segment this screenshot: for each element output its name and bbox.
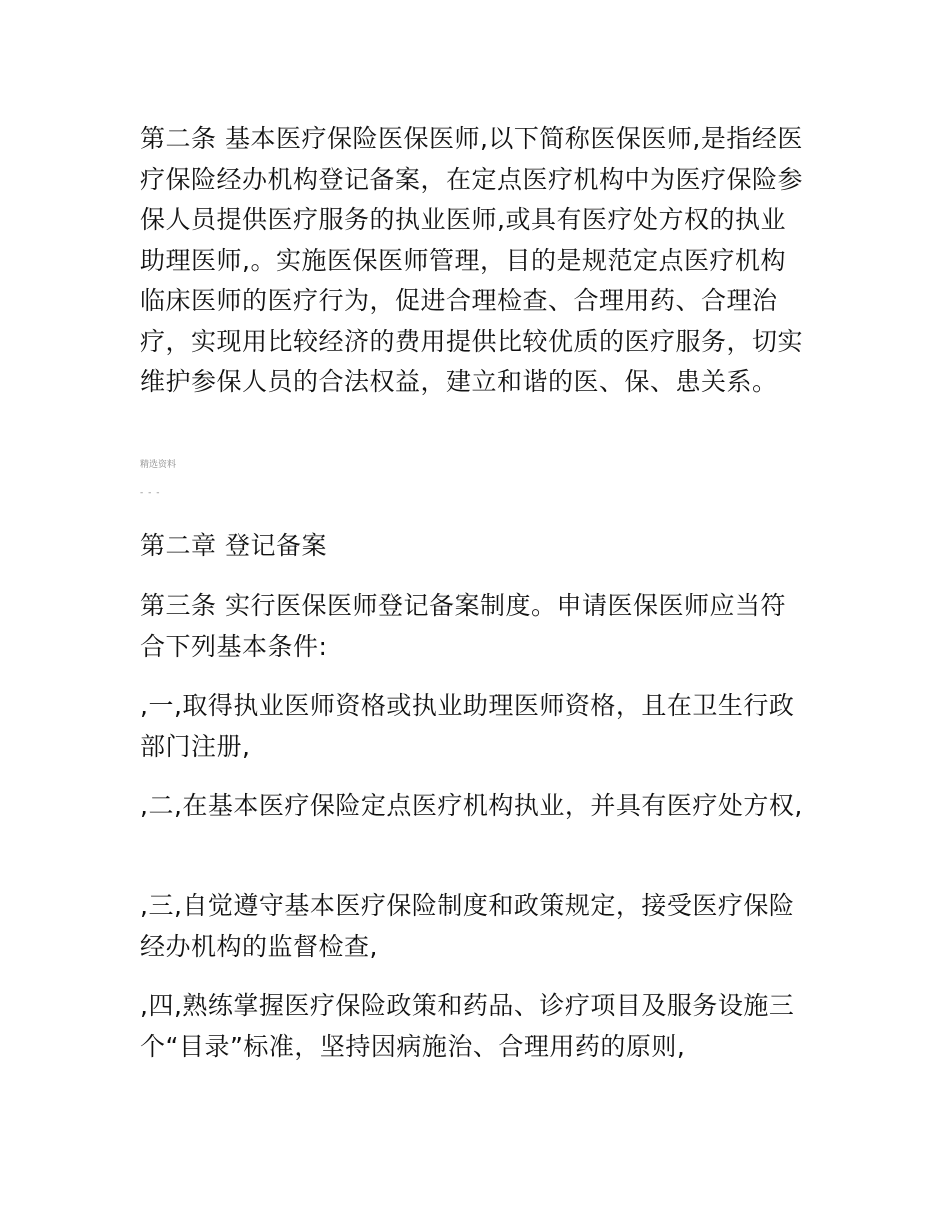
page-footer-note: 精选资料: [140, 460, 177, 470]
condition-item-1: ,一,取得执业医师资格或执业助理医师资格，且在卫生行政部门注册,: [140, 691, 795, 761]
article-3-paragraph: 第三条 实行医保医师登记备案制度。申请医保医师应当符合下列基本条件:: [140, 591, 786, 661]
page-footer-dots: - - -: [140, 488, 161, 498]
chapter-2-heading: 第二章 登记备案: [140, 531, 327, 560]
condition-item-4: ,四,熟练掌握医疗保险政策和药品、诊疗项目及服务设施三个“目录”标准，坚持因病施治、合理用药的原则,: [140, 991, 795, 1061]
condition-item-3: ,三,自觉遵守基本医疗保险制度和政策规定，接受医疗保险经办机构的监督检查,: [140, 891, 795, 961]
condition-item-2: ,二,在基本医疗保险定点医疗机构执业，并具有医疗处方权,: [140, 791, 803, 820]
article-2-paragraph: 第二条 基本医疗保险医保医师,以下简称医保医师,是指经医疗保险经办机构登记备案，在定点医疗机构中为医疗保险参保人员提供医疗服务的执业医师,或具有医疗处方权的执业助理医师,。实施医保医师管理，目的是规范定点医疗机构临床医师的医疗行为，促进合理检查、合理用药、合理治疗，实现用比较经济的费用提供比较优质的医疗服务，切实维护参保人员的合法权益，建立和谐的医、保、患关系。: [140, 124, 804, 396]
